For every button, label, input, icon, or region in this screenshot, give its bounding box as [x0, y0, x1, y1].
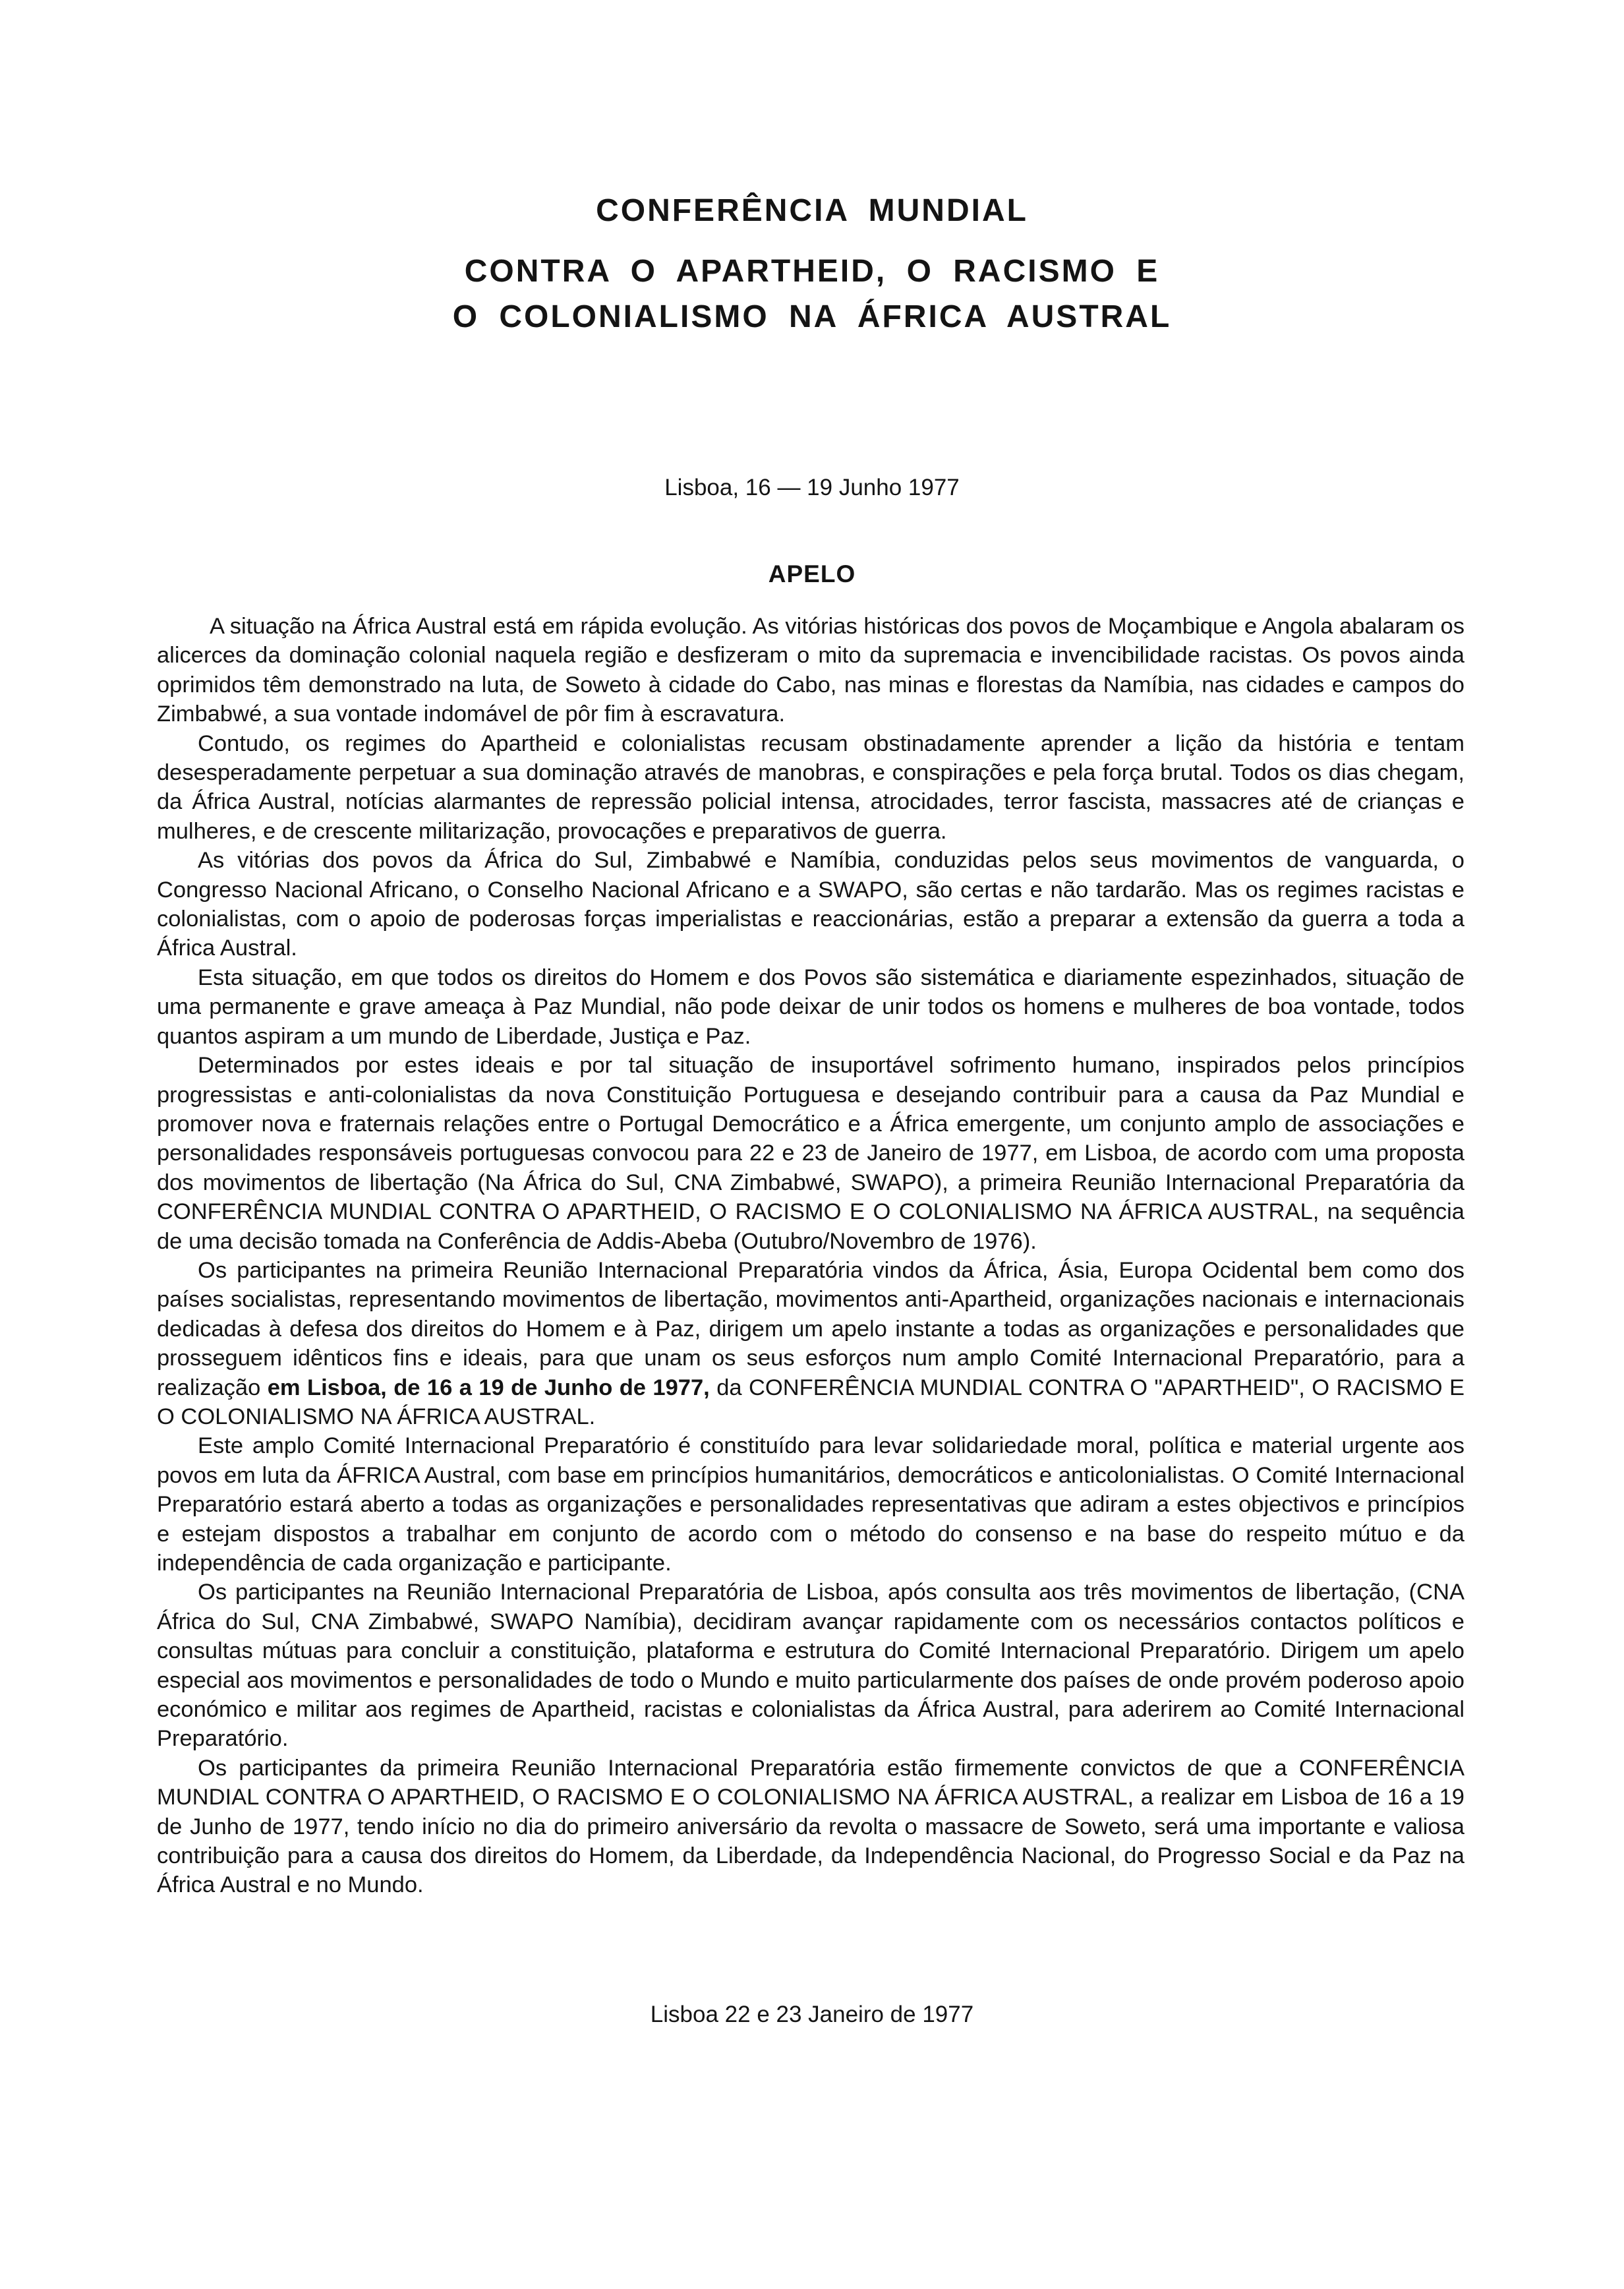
paragraph-6-tail: da CONFERÊNCIA MUNDIAL CONTRA O "APARTHEID", O RACISMO E O COLONIALISMO NA ÁFRICA AUSTRAL.: [157, 1375, 1464, 1429]
place-and-date: Lisboa, 16 — 19 Junho 1977: [664, 475, 960, 500]
closing-place-date: Lisboa 22 e 23 Janeiro de 1977: [650, 2002, 974, 2027]
conference-title-line-1: CONFERÊNCIA MUNDIAL: [596, 193, 1028, 228]
section-title: APELO: [768, 560, 856, 587]
paragraph-2: Contudo, os regimes do Apartheid e colonialistas recusam obstinadamente aprender a lição da história e tentam desesperadamente perpetuar a sua dominação através de manobras, e conspirações e pela força brutal. Todos os dias chegam, da África Austral, notícias alarmantes de repressão policial intensa, atrocidades, terror fascista, massacres até de crianças e mulheres, e de crescente militarização, provocações e preparativos de guerra.: [157, 730, 1464, 844]
paragraph-3: As vitórias dos povos da África do Sul, Zimbabwé e Namíbia, conduzidas pelos seus movimentos de vanguarda, o Congresso Nacional Africano, o Conselho Nacional Africano e a SWAPO, são certas e não tardarão. Mas os regimes racistas e colonialistas, com o apoio de poderosas forças imperialistas e reaccionárias, estão a preparar a extensão da guerra a toda a África Austral.: [157, 848, 1464, 961]
conference-title-line-3: O COLONIALISMO NA ÁFRICA AUSTRAL: [452, 299, 1172, 334]
paragraph-1: A situação na África Austral está em rápida evolução. As vitórias históricas dos povos de Moçambique e Angola abalaram os alicerces da dominação colonial naquela região e desfizeram o mito da supremacia e invencibilidade racistas. Os povos ainda oprimidos têm demonstrado na luta, de Soweto à cidade do Cabo, nas minas e florestas da Namíbia, nas cidades e campos do Zimbabwé, a sua vontade indomável de pôr fim à escravatura.: [157, 614, 1464, 727]
paragraph-9: Os participantes da primeira Reunião Internacional Preparatória estão firmemente convictos de que a CONFERÊNCIA MUNDIAL CONTRA O APARTHEID, O RACISMO E O COLONIALISMO NA ÁFRICA AUSTRAL, a realizar em Lisboa de 16 a 19 de Junho de 1977, tendo início no dia do primeiro aniversário da revolta o massacre de Soweto, será uma importante e valiosa contribuição para a causa dos direitos do Homem, da Liberdade, da Independência Nacional, do Progresso Social e da Paz na África Austral e no Mundo.: [157, 1755, 1464, 1898]
paragraph-6: [157, 1256, 1464, 1431]
paragraph-4: Esta situação, em que todos os direitos do Homem e dos Povos são sistemática e diariamente espezinhados, situação de uma permanente e grave ameaça à Paz Mundial, não pode deixar de unir todos os homens e mulheres de boa vontade, todos quantos aspiram a um mundo de Liberdade, Justiça e Paz.: [157, 965, 1464, 1049]
paragraph-6-text: Os participantes na primeira Reunião Internacional Preparatória vindos da África, Ásia, Europa Ocidental bem como dos países socialistas, representando movimentos de libertação, movimentos anti-Apartheid, organizações nacionais e internacionais dedicadas à defesa dos direitos do Homem e à Paz, dirigem um apelo instante a todas as organizações e personalidades que prosseguem idênticos fins e ideais, para que unam os seus esforços num amplo Comité Internacional Preparatório, para a realização: [157, 1257, 1464, 1400]
paragraph-7: Este amplo Comité Internacional Preparatório é constituído para levar solidariedade moral, política e material urgente aos povos em luta da ÁFRICA Austral, com base em princípios humanitários, democráticos e anticolonialistas. O Comité Internacional Preparatório estará aberto a todas as organizações e personalidades representativas que adiram a estes objectivos e princípios e estejam dispostos a trabalhar em conjunto de acordo com o método do consenso e na base do respeito mútuo e da independência de cada organização e participante.: [157, 1433, 1464, 1576]
appeal-body: [157, 612, 1464, 1900]
paragraph-5: Determinados por estes ideais e por tal situação de insuportável sofrimento humano, inspirados pelos princípios progressistas e anti-colonialistas da nova Constituição Portuguesa e desejando contribuir para a causa da Paz Mundial e promover nova e fraternais relações entre o Portugal Democrático e a África emergente, um conjunto amplo de associações e personalidades responsáveis portuguesas convocou para 22 e 23 de Janeiro de 1977, em Lisboa, de acordo com uma proposta dos movimentos de libertação (Na África do Sul, CNA Zimbabwé, SWAPO), a primeira Reunião Internacional Preparatória da CONFERÊNCIA MUNDIAL CONTRA O APARTHEID, O RACISMO E O COLONIALISMO NA ÁFRICA AUSTRAL, na sequência de uma decisão tomada na Conferência de Addis-Abeba (Outubro/Novembro de 1976).: [157, 1053, 1464, 1254]
paragraph-8: Os participantes na Reunião Internacional Preparatória de Lisboa, após consulta aos três movimentos de libertação, (CNA África do Sul, CNA Zimbabwé, SWAPO Namíbia), decidiram avançar rapidamente com os necessários contactos políticos e consultas mútuas para concluir a constituição, plataforma e estrutura do Comité Internacional Preparatório. Dirigem um apelo especial aos movimentos e personalidades de todo o Mundo e muito particularmente dos países de onde provém poderoso apoio económico e militar aos regimes de Apartheid, racistas e colonialistas da África Austral, para aderirem ao Comité Internacional Preparatório.: [157, 1580, 1464, 1752]
conference-title-line-2: CONTRA O APARTHEID, O RACISMO E: [464, 254, 1160, 289]
paragraph-6-bold-date: em Lisboa, de 16 a 19 de Junho de 1977,: [267, 1375, 710, 1400]
